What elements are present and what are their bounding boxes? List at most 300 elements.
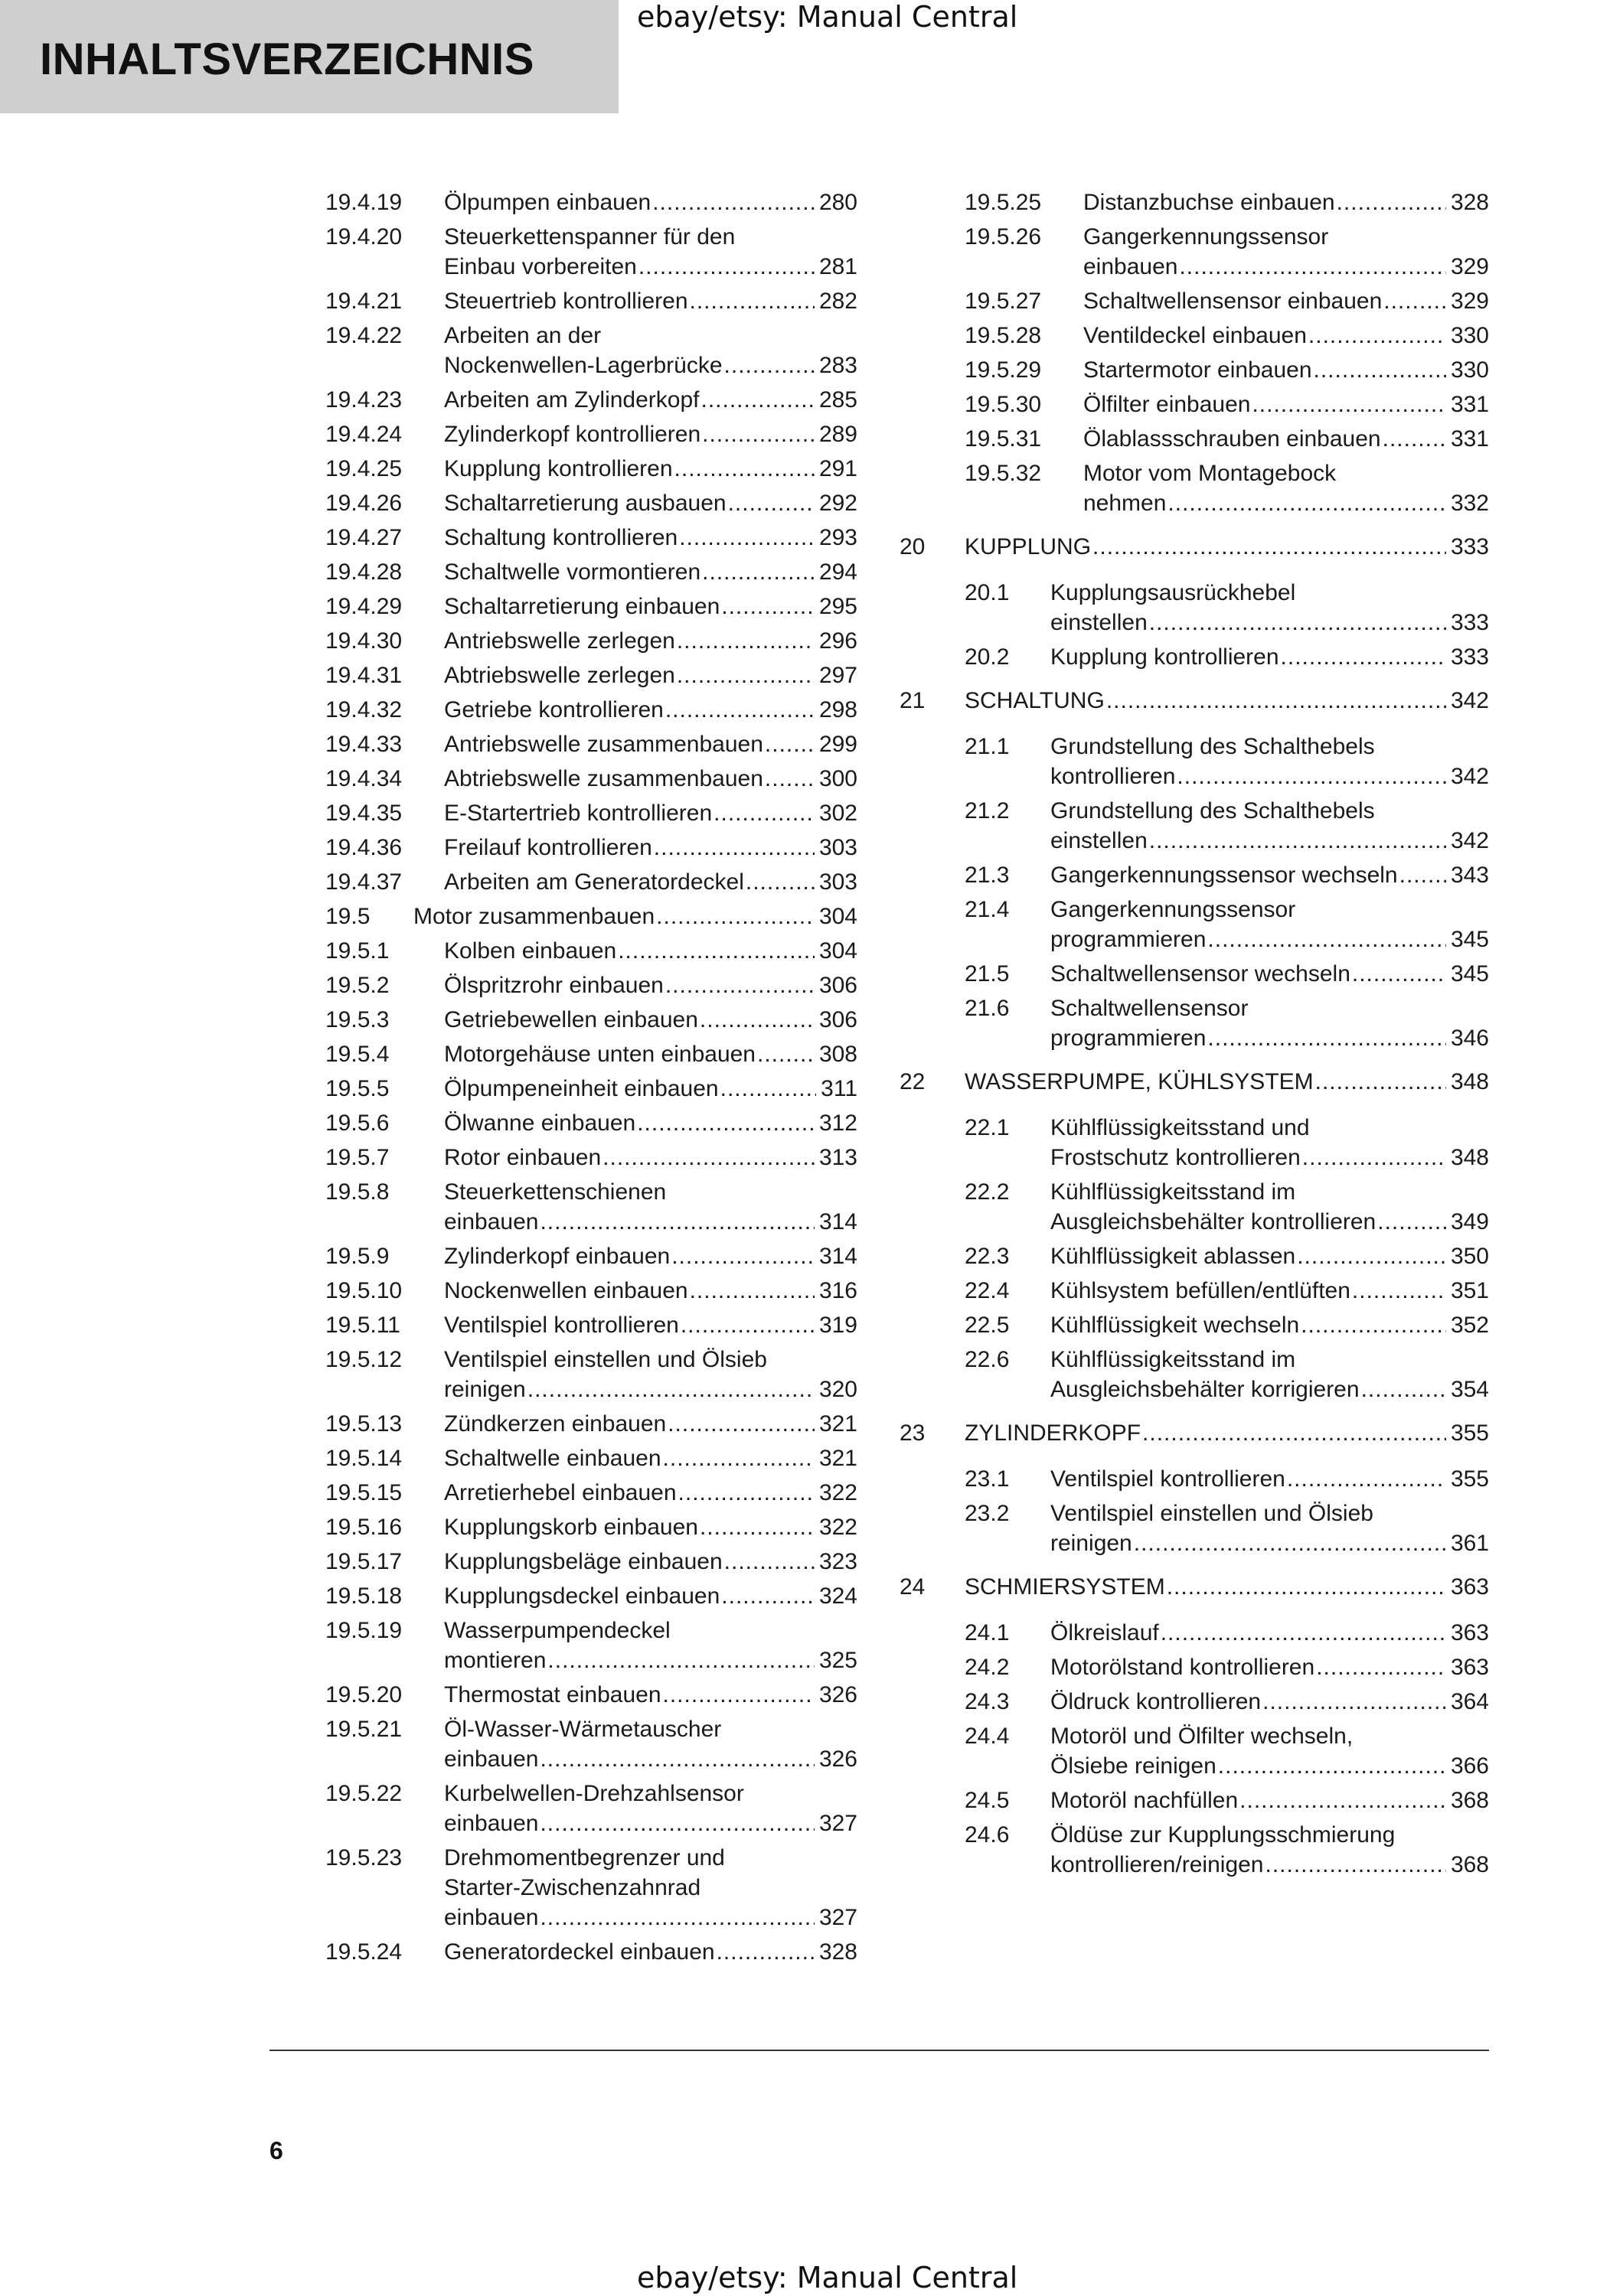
toc-entry-title-line: Kühlflüssigkeitsstand im — [1050, 1347, 1296, 1372]
toc-entry-number: 22.1 — [965, 1115, 1010, 1140]
footer-divider — [269, 2050, 1489, 2051]
toc-entry-number: 19.5.28 — [965, 323, 1042, 348]
toc-entry-title-line: Gangerkennungssensor — [1083, 224, 1329, 249]
toc-entry-title-line: Kühlsystem befüllen/entlüften — [1050, 1278, 1350, 1303]
toc-entry — [325, 454, 857, 484]
toc-entry — [900, 1687, 1489, 1717]
toc-entry-page: 327 — [818, 1811, 857, 1836]
toc-entry-page: 306 — [818, 1007, 857, 1032]
toc-leader-dots — [1315, 1067, 1446, 1097]
toc-entry-title-line: nehmen — [1083, 491, 1167, 516]
toc-leader-dots — [1281, 642, 1446, 672]
toc-entry-title-line: Steuerkettenschienen — [444, 1179, 667, 1205]
toc-leader-dots — [1134, 1528, 1446, 1558]
toc-entry-title-line: Kühlflüssigkeitsstand und — [1050, 1115, 1310, 1140]
toc-leader-dots — [679, 523, 815, 553]
toc-entry-page: 342 — [1450, 688, 1489, 713]
toc-leader-dots — [721, 592, 815, 621]
toc-leader-dots — [1377, 1207, 1446, 1237]
toc-entry-title-line: einbauen — [444, 1811, 539, 1836]
toc-entry-number: 21 — [900, 688, 926, 713]
toc-entry-title-line: Öl-Wasser-Wärmetauscher — [444, 1717, 722, 1742]
toc-leader-dots — [724, 1547, 815, 1577]
toc-entry — [325, 1177, 857, 1237]
toc-entry — [325, 222, 857, 282]
toc-entry-page: 348 — [1450, 1069, 1489, 1094]
toc-entry-number: 19.5.31 — [965, 426, 1042, 452]
toc-entry-title-line: Getriebewellen einbauen — [444, 1007, 698, 1032]
toc-entry — [325, 419, 857, 449]
toc-entry — [900, 732, 1489, 791]
toc-entry — [900, 321, 1489, 351]
toc-entry-page: 355 — [1450, 1420, 1489, 1446]
toc-entry — [325, 833, 857, 863]
toc-leader-dots — [714, 798, 815, 828]
toc-entry — [325, 1714, 857, 1774]
toc-entry-title-line: Steuerkettenspanner für den — [444, 224, 736, 249]
toc-entry-page: 304 — [818, 938, 857, 964]
toc-entry-title-line: Schaltarretierung einbauen — [444, 594, 720, 619]
toc-entry-page: 330 — [1450, 357, 1489, 383]
toc-leader-dots — [663, 1443, 815, 1473]
toc-entry-number: 21.5 — [965, 961, 1010, 987]
toc-entry-number: 19.5.9 — [325, 1244, 390, 1269]
toc-entry-page: 345 — [1450, 961, 1489, 987]
toc-entry-page: 313 — [818, 1145, 857, 1170]
toc-entry-number: 19.5.3 — [325, 1007, 390, 1032]
toc-entry-title-line: Thermostat einbauen — [444, 1682, 661, 1707]
toc-entry-number: 19.5.7 — [325, 1145, 390, 1170]
toc-entry-page: 333 — [1450, 644, 1489, 670]
toc-leader-dots — [1207, 1023, 1446, 1053]
toc-entry-page: 366 — [1450, 1753, 1489, 1779]
toc-entry-title-line: Frostschutz kontrollieren — [1050, 1145, 1301, 1170]
toc-leader-dots — [765, 764, 815, 794]
toc-entry-title-line: Schaltwellensensor wechseln — [1050, 961, 1350, 987]
toc-entry-page: 282 — [818, 289, 857, 314]
toc-entry-page: 342 — [1450, 828, 1489, 853]
toc-leader-dots — [765, 729, 815, 759]
toc-entry-page: 281 — [818, 254, 857, 279]
toc-entry-page: 329 — [1450, 254, 1489, 279]
toc-entry — [900, 686, 1489, 716]
toc-entry-title-line: Ölpumpeneinheit einbauen — [444, 1076, 719, 1101]
toc-entry-number: 19.5.17 — [325, 1549, 403, 1574]
toc-leader-dots — [540, 1903, 814, 1932]
toc-entry-page: 348 — [1450, 1145, 1489, 1170]
toc-entry-number: 19.4.32 — [325, 697, 403, 722]
toc-leader-dots — [1179, 252, 1445, 282]
toc-entry-number: 19.5.18 — [325, 1583, 403, 1609]
toc-leader-dots — [728, 488, 815, 518]
toc-entry — [325, 1039, 857, 1069]
toc-entry-title-line: Kurbelwellen-Drehzahlsensor — [444, 1781, 744, 1806]
toc-leader-dots — [1149, 826, 1446, 856]
toc-entry-title-line: Wasserpumpendeckel — [444, 1618, 671, 1643]
toc-entry-page: 343 — [1450, 863, 1489, 888]
toc-entry-page: 351 — [1450, 1278, 1489, 1303]
toc-leader-dots — [1301, 1310, 1446, 1340]
toc-entry-title-line: Schaltwelle vormontieren — [444, 559, 701, 585]
page-number: 6 — [269, 2137, 283, 2164]
toc-entry-number: 22.2 — [965, 1179, 1010, 1205]
toc-entry — [325, 1616, 857, 1675]
toc-entry — [325, 557, 857, 587]
toc-entry-title-line: reinigen — [1050, 1531, 1132, 1556]
toc-entry-number: 19.5.4 — [325, 1042, 390, 1067]
toc-leader-dots — [1177, 762, 1446, 791]
toc-entry — [325, 592, 857, 621]
toc-entry-number: 19.5.26 — [965, 224, 1042, 249]
toc-entry-number: 21.6 — [965, 996, 1010, 1021]
toc-entry-number: 19.5.15 — [325, 1480, 403, 1505]
toc-entry — [900, 895, 1489, 954]
toc-entry — [325, 1512, 857, 1542]
toc-entry-title-line: Ölsiebe reinigen — [1050, 1753, 1216, 1779]
toc-entry-title-line: SCHALTUNG — [965, 688, 1105, 713]
toc-entry — [900, 1067, 1489, 1097]
toc-entry-title-line: Kühlflüssigkeit ablassen — [1050, 1244, 1296, 1269]
toc-entry-title-line: Motorölstand kontrollieren — [1050, 1655, 1315, 1680]
toc-entry-title-line: einbauen — [444, 1905, 539, 1930]
toc-entry-title-line: E-Startertrieb kontrollieren — [444, 801, 713, 826]
toc-entry — [900, 424, 1489, 454]
toc-leader-dots — [1239, 1786, 1446, 1815]
toc-entry-number: 23.2 — [965, 1501, 1010, 1526]
toc-entry-page: 320 — [818, 1377, 857, 1402]
toc-entry-title-line: Motor vom Montagebock — [1083, 461, 1337, 486]
toc-entry — [325, 902, 857, 931]
toc-leader-dots — [1316, 1652, 1446, 1682]
toc-entry — [900, 1721, 1489, 1781]
toc-leader-dots — [1337, 188, 1446, 217]
toc-leader-dots — [540, 1207, 814, 1237]
toc-entry-number: 19.4.34 — [325, 766, 403, 791]
toc-entry-page: 300 — [818, 766, 857, 791]
toc-entry-page: 349 — [1450, 1209, 1489, 1234]
toc-entry-page: 331 — [1450, 426, 1489, 452]
toc-leader-dots — [671, 1241, 815, 1271]
toc-entry-number: 20 — [900, 534, 926, 559]
toc-entry — [325, 1108, 857, 1138]
toc-entry-title-line: Startermotor einbauen — [1083, 357, 1312, 383]
toc-entry — [325, 729, 857, 759]
toc-leader-dots — [690, 286, 815, 316]
toc-leader-dots — [1383, 424, 1446, 454]
toc-entry-page: 368 — [1450, 1852, 1489, 1877]
toc-entry-page: 280 — [818, 190, 857, 215]
toc-entry-number: 19.5.14 — [325, 1446, 403, 1471]
toc-entry-page: 323 — [818, 1549, 857, 1574]
toc-entry-title-line: Rotor einbauen — [444, 1145, 602, 1170]
toc-entry-title-line: Kühlflüssigkeit wechseln — [1050, 1313, 1300, 1338]
toc-entry — [325, 660, 857, 690]
toc-entry-title-line: einbauen — [444, 1209, 539, 1234]
toc-entry-title-line: Antriebswelle zusammenbauen — [444, 732, 763, 757]
toc-entry — [325, 188, 857, 217]
toc-leader-dots — [656, 902, 815, 931]
toc-entry-page: 295 — [818, 594, 857, 619]
toc-leader-dots — [757, 1039, 815, 1069]
toc-leader-dots — [603, 1143, 815, 1172]
toc-entry-title-line: Einbau vorbereiten — [444, 254, 637, 279]
toc-entry-page: 312 — [818, 1110, 857, 1136]
toc-entry — [900, 860, 1489, 890]
toc-entry — [325, 1074, 857, 1104]
toc-entry-page: 321 — [818, 1411, 857, 1437]
watermark-bottom: ebay/etsy: Manual Central — [637, 2261, 1018, 2294]
toc-entry — [325, 1345, 857, 1404]
toc-entry-number: 22.5 — [965, 1313, 1010, 1338]
toc-entry-number: 24.2 — [965, 1655, 1010, 1680]
toc-entry — [325, 1143, 857, 1172]
toc-entry — [900, 1345, 1489, 1404]
toc-entry — [325, 695, 857, 725]
toc-entry-title-line: Kupplung kontrollieren — [1050, 644, 1279, 670]
toc-entry-page: 321 — [818, 1446, 857, 1471]
toc-entry — [900, 993, 1489, 1053]
toc-entry-page: 289 — [818, 422, 857, 447]
toc-leader-dots — [1383, 286, 1446, 316]
toc-entry — [325, 385, 857, 415]
toc-entry — [900, 1820, 1489, 1880]
toc-entry — [900, 1241, 1489, 1271]
toc-entry — [900, 578, 1489, 638]
toc-entry-number: 19.4.19 — [325, 190, 403, 215]
toc-entry-page: 297 — [818, 663, 857, 688]
toc-entry-title-line: Arretierhebel einbauen — [444, 1480, 677, 1505]
toc-leader-dots — [654, 833, 815, 863]
toc-leader-dots — [724, 351, 815, 380]
toc-entry-number: 22.3 — [965, 1244, 1010, 1269]
toc-leader-dots — [540, 1744, 814, 1774]
toc-entry-number: 19.4.31 — [325, 663, 403, 688]
toc-entry-title-line: Schaltung kontrollieren — [444, 525, 678, 550]
toc-entry-page: 306 — [818, 973, 857, 998]
toc-entry-title-line: kontrollieren — [1050, 764, 1176, 789]
toc-entry-title-line: Ventilspiel einstellen und Ölsieb — [444, 1347, 767, 1372]
toc-entry-number: 20.1 — [965, 580, 1010, 605]
toc-entry-title-line: Getriebe kontrollieren — [444, 697, 664, 722]
toc-leader-dots — [1287, 1464, 1446, 1494]
toc-entry-title-line: Antriebswelle zerlegen — [444, 628, 675, 654]
toc-entry-title-line: ZYLINDERKOPF — [965, 1420, 1141, 1446]
toc-column-right — [900, 188, 1489, 1884]
toc-entry-title-line: Ölkreislauf — [1050, 1620, 1159, 1645]
toc-entry-number: 19.5.22 — [325, 1781, 403, 1806]
toc-entry — [900, 1276, 1489, 1306]
toc-entry-title-line: Gangerkennungssensor wechseln — [1050, 863, 1398, 888]
header-banner — [0, 0, 619, 113]
toc-leader-dots — [700, 1512, 815, 1542]
toc-entry-page: 333 — [1450, 534, 1489, 559]
toc-entry — [900, 458, 1489, 518]
toc-leader-dots — [1314, 355, 1446, 385]
toc-leader-dots — [1399, 860, 1446, 890]
toc-entry-number: 20.2 — [965, 644, 1010, 670]
toc-entry-title-line: Abtriebswelle zerlegen — [444, 663, 675, 688]
toc-entry-page: 285 — [818, 387, 857, 413]
toc-leader-dots — [540, 1808, 814, 1838]
toc-entry-page: 326 — [818, 1746, 857, 1772]
toc-entry-number: 19.5.16 — [325, 1515, 403, 1540]
toc-leader-dots — [1106, 686, 1446, 716]
toc-leader-dots — [690, 1276, 815, 1306]
toc-entry-title-line: Drehmomentbegrenzer und — [444, 1845, 725, 1870]
toc-leader-dots — [1262, 1687, 1446, 1717]
toc-entry-number: 22.4 — [965, 1278, 1010, 1303]
toc-entry-page: 311 — [821, 1076, 857, 1101]
toc-entry — [325, 1241, 857, 1271]
toc-entry — [900, 959, 1489, 989]
toc-leader-dots — [665, 695, 815, 725]
toc-entry — [900, 286, 1489, 316]
toc-entry-page: 326 — [818, 1682, 857, 1707]
toc-entry-title-line: Motorgehäuse unten einbauen — [444, 1042, 756, 1067]
toc-leader-dots — [637, 1108, 815, 1138]
toc-entry — [325, 1680, 857, 1710]
toc-entry-number: 24.3 — [965, 1689, 1010, 1714]
toc-entry-title-line: einstellen — [1050, 828, 1148, 853]
toc-entry-number: 19.5 — [325, 904, 371, 929]
toc-entry-number: 19.4.29 — [325, 594, 403, 619]
toc-entry-title-line: Arbeiten am Generatordeckel — [444, 869, 744, 895]
toc-entry — [325, 1937, 857, 1967]
toc-entry-number: 19.5.24 — [325, 1939, 403, 1965]
toc-entry-title-line: Distanzbuchse einbauen — [1083, 190, 1335, 215]
toc-entry — [900, 1652, 1489, 1682]
toc-entry — [900, 188, 1489, 217]
toc-leader-dots — [700, 1005, 815, 1035]
toc-entry-number: 19.5.32 — [965, 461, 1042, 486]
toc-entry-number: 19.4.25 — [325, 456, 403, 481]
toc-leader-dots — [681, 1310, 815, 1340]
toc-entry-page: 346 — [1450, 1026, 1489, 1051]
toc-leader-dots — [1352, 959, 1446, 989]
toc-entry-page: 304 — [818, 904, 857, 929]
toc-entry-page: 332 — [1450, 491, 1489, 516]
toc-entry — [325, 970, 857, 1000]
toc-entry-title-line: Kühlflüssigkeitsstand im — [1050, 1179, 1296, 1205]
toc-leader-dots — [1361, 1375, 1446, 1404]
toc-entry-page: 350 — [1450, 1244, 1489, 1269]
toc-leader-dots — [652, 188, 815, 217]
toc-entry-number: 19.4.27 — [325, 525, 403, 550]
toc-entry-number: 19.4.37 — [325, 869, 403, 895]
toc-leader-dots — [618, 936, 815, 966]
toc-entry — [900, 1310, 1489, 1340]
toc-entry — [325, 523, 857, 553]
toc-entry-title-line: Schaltwelle einbauen — [444, 1446, 661, 1471]
toc-leader-dots — [678, 1478, 815, 1508]
toc-entry-page: 302 — [818, 801, 857, 826]
toc-entry-number: 19.5.2 — [325, 973, 390, 998]
toc-entry — [325, 1409, 857, 1439]
toc-entry-number: 19.5.10 — [325, 1278, 403, 1303]
toc-entry-title-line: reinigen — [444, 1377, 526, 1402]
watermark-top: ebay/etsy: Manual Central — [637, 0, 1018, 34]
toc-entry-page: 296 — [818, 628, 857, 654]
toc-entry-page: 352 — [1450, 1313, 1489, 1338]
toc-leader-dots — [665, 970, 815, 1000]
toc-entry-page: 361 — [1450, 1531, 1489, 1556]
toc-entry-title-line: Öldruck kontrollieren — [1050, 1689, 1262, 1714]
toc-entry-number: 21.4 — [965, 897, 1010, 922]
toc-entry-page: 342 — [1450, 764, 1489, 789]
toc-entry — [325, 867, 857, 897]
toc-entry-title-line: Starter-Zwischenzahnrad — [444, 1875, 701, 1900]
toc-entry-page: 328 — [1450, 190, 1489, 215]
toc-entry — [900, 390, 1489, 419]
toc-entry-title-line: Zylinderkopf kontrollieren — [444, 422, 701, 447]
toc-entry-title-line: Ausgleichsbehälter korrigieren — [1050, 1377, 1360, 1402]
page-title: INHALTSVERZEICHNIS — [40, 34, 534, 84]
toc-entry-title-line: Motoröl und Ölfilter wechseln, — [1050, 1724, 1354, 1749]
toc-entry-number: 24.1 — [965, 1620, 1010, 1645]
toc-entry-page: 363 — [1450, 1655, 1489, 1680]
toc-entry-title-line: Kupplung kontrollieren — [444, 456, 673, 481]
toc-entry-title-line: WASSERPUMPE, KÜHLSYSTEM — [965, 1069, 1314, 1094]
toc-entry-title-line: einstellen — [1050, 610, 1148, 635]
toc-entry-title-line: Abtriebswelle zusammenbauen — [444, 766, 763, 791]
toc-entry-number: 23 — [900, 1420, 926, 1446]
toc-entry-title-line: Ölfilter einbauen — [1083, 392, 1251, 417]
toc-entry-number: 19.4.33 — [325, 732, 403, 757]
toc-entry-number: 19.5.21 — [325, 1717, 403, 1742]
toc-entry-title-line: programmieren — [1050, 1026, 1207, 1051]
toc-entry-title-line: Nockenwellen einbauen — [444, 1278, 688, 1303]
toc-entry-title-line: Schaltwellensensor — [1050, 996, 1249, 1021]
toc-leader-dots — [677, 626, 815, 656]
toc-entry-number: 19.5.6 — [325, 1110, 390, 1136]
toc-leader-dots — [721, 1581, 815, 1611]
toc-entry-number: 22 — [900, 1069, 926, 1094]
toc-entry-title-line: einbauen — [444, 1746, 539, 1772]
toc-leader-dots — [674, 454, 815, 484]
toc-entry-number: 19.5.11 — [325, 1313, 400, 1338]
toc-entry-page: 298 — [818, 697, 857, 722]
toc-entry-number: 24.5 — [965, 1788, 1010, 1813]
toc-entry-number: 21.3 — [965, 863, 1010, 888]
toc-entry-page: 299 — [818, 732, 857, 757]
toc-entry — [900, 642, 1489, 672]
toc-entry-title-line: einbauen — [1083, 254, 1178, 279]
toc-leader-dots — [527, 1375, 815, 1404]
toc-entry-number: 19.5.19 — [325, 1618, 403, 1643]
toc-entry — [325, 1547, 857, 1577]
toc-entry — [325, 488, 857, 518]
toc-leader-dots — [1297, 1241, 1446, 1271]
toc-entry-title-line: SCHMIERSYSTEM — [965, 1574, 1165, 1600]
toc-entry — [900, 355, 1489, 385]
toc-entry-number: 19.4.21 — [325, 289, 403, 314]
toc-entry — [325, 1843, 857, 1932]
toc-entry — [900, 1572, 1489, 1602]
toc-leader-dots — [1218, 1751, 1446, 1781]
toc-entry-page: 322 — [818, 1480, 857, 1505]
toc-entry-title-line: Ölpumpen einbauen — [444, 190, 651, 215]
toc-entry-number: 19.5.27 — [965, 289, 1042, 314]
toc-entry-title-line: Ölablassschrauben einbauen — [1083, 426, 1381, 452]
toc-leader-dots — [1142, 1418, 1446, 1448]
toc-entry — [325, 764, 857, 794]
toc-leader-dots — [677, 660, 815, 690]
toc-entry-page: 327 — [818, 1905, 857, 1930]
toc-entry-title-line: Motoröl nachfüllen — [1050, 1788, 1239, 1813]
toc-entry-number: 19.5.29 — [965, 357, 1042, 383]
toc-entry — [900, 796, 1489, 856]
toc-entry-title-line: Kupplungsdeckel einbauen — [444, 1583, 720, 1609]
